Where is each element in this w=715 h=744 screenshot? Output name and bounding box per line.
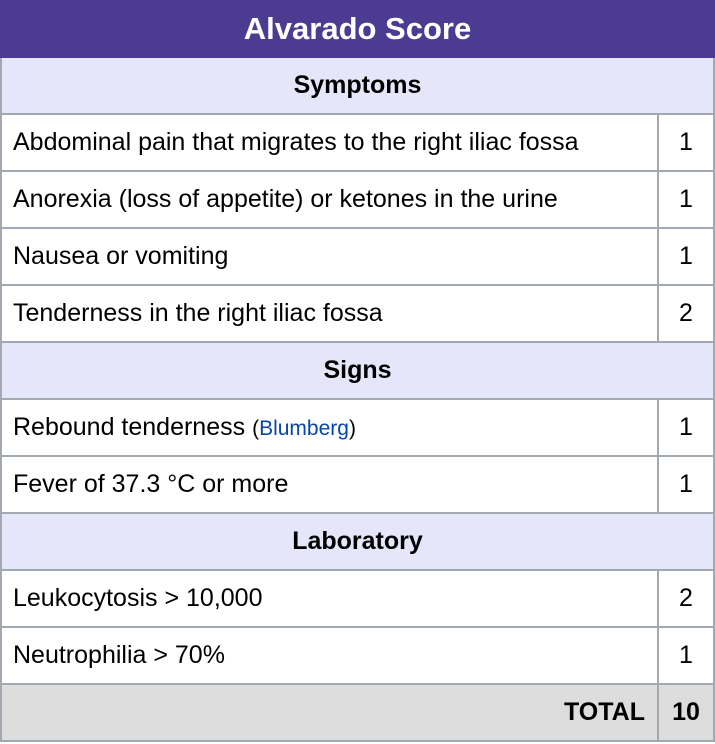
criterion-points: 1 (658, 171, 714, 228)
paren-open: ( (252, 417, 260, 440)
criterion-points: 1 (658, 228, 714, 285)
table-row (1, 627, 714, 684)
table-row (1, 285, 714, 342)
criterion-points: 1 (658, 399, 714, 456)
section-heading-signs: Signs (1, 342, 714, 399)
total-label: TOTAL (1, 684, 658, 741)
criterion-label: Rebound tenderness (13, 413, 246, 441)
title-row (1, 1, 714, 57)
table-row (1, 171, 714, 228)
criterion-label: Neutrophilia > 70% (1, 627, 658, 684)
table-row (1, 114, 714, 171)
table-title: Alvarado Score (1, 1, 714, 57)
criterion-label: Anorexia (loss of appetite) or ketones in the urine (1, 171, 658, 228)
section-heading-symptoms: Symptoms (1, 57, 714, 114)
table-row (1, 399, 714, 456)
criterion-points: 1 (658, 456, 714, 513)
table-row (1, 228, 714, 285)
table-row (1, 456, 714, 513)
criterion-points: 2 (658, 285, 714, 342)
total-value: 10 (658, 684, 714, 741)
section-row-signs (1, 342, 714, 399)
table-row (1, 570, 714, 627)
criterion-points: 2 (658, 570, 714, 627)
criterion-cell (1, 399, 658, 456)
section-row-symptoms (1, 57, 714, 114)
criterion-label: Leukocytosis > 10,000 (1, 570, 658, 627)
criterion-label: Nausea or vomiting (1, 228, 658, 285)
total-row (1, 684, 714, 741)
section-row-laboratory (1, 513, 714, 570)
blumberg-link[interactable]: Blumberg (259, 417, 349, 440)
section-heading-laboratory: Laboratory (1, 513, 714, 570)
criterion-points: 1 (658, 114, 714, 171)
paren-close: ) (348, 417, 356, 440)
criterion-label: Tenderness in the right iliac fossa (1, 285, 658, 342)
criterion-label: Fever of 37.3 °C or more (1, 456, 658, 513)
criterion-label: Abdominal pain that migrates to the right iliac fossa (1, 114, 658, 171)
criterion-points: 1 (658, 627, 714, 684)
